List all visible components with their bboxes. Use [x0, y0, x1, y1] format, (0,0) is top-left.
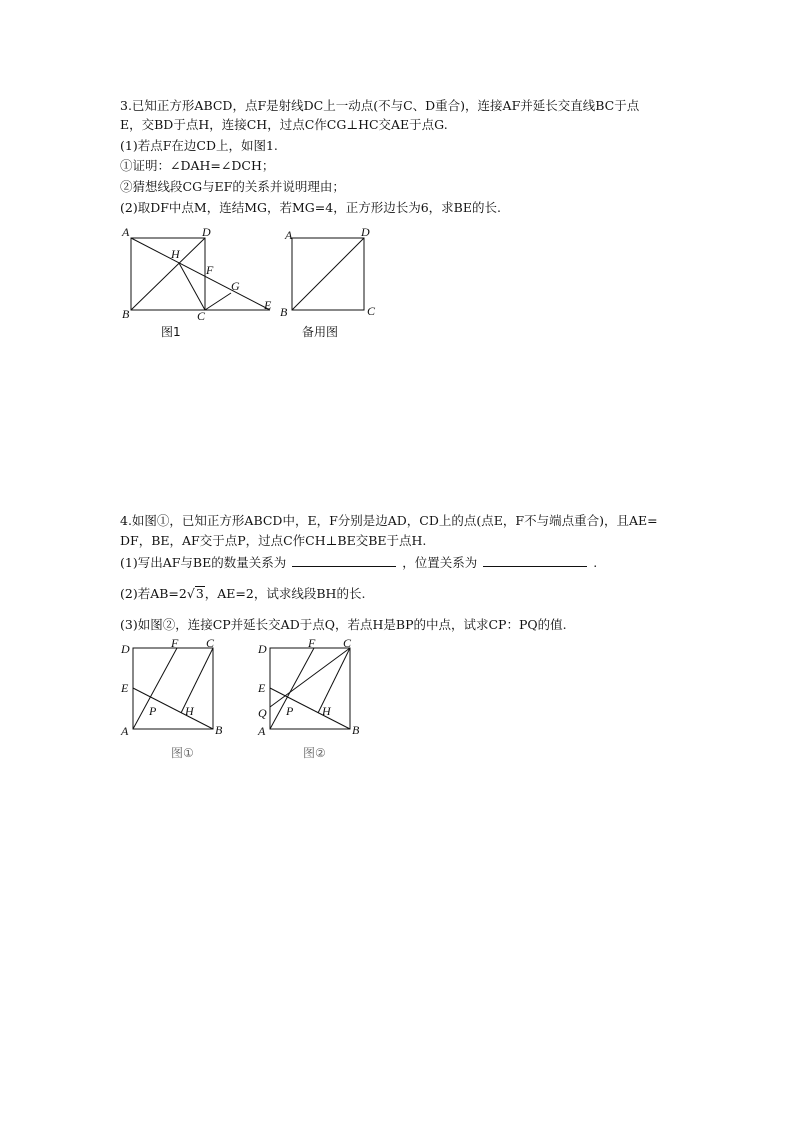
q4-q1-text-b: ，位置关系为	[402, 555, 478, 570]
q4-q1-text-c: .	[593, 555, 598, 570]
q4-fig2-point-q: Q	[258, 706, 267, 720]
q4-fig1-point-h: H	[185, 704, 194, 718]
q4-fig2-point-h: H	[322, 704, 331, 718]
q3-fig1-point-h: H	[171, 247, 180, 261]
q3-spare-point-d: D	[361, 225, 370, 239]
q3-fig1-caption: 图1	[161, 325, 181, 339]
q4-fig1-point-d: D	[121, 642, 130, 656]
q4-line-1: 4.如图①，已知正方形ABCD中，E，F分别是边AD，CD上的点(点E，F不与端点重合)，且AE=	[120, 513, 658, 528]
q4-fig1-point-b: B	[215, 723, 223, 737]
q4-line-5: (3)如图②，连接CP并延长交AD于点Q，若点H是BP的中点，试求CP：PQ的值.	[120, 617, 567, 632]
q3-line-5: ②猜想线段CG与EF的关系并说明理由；	[120, 179, 345, 194]
sqrt-radicand: 3	[195, 586, 204, 601]
q4-fig1-caption: 图①	[171, 746, 194, 760]
q3-line-2: E，交BD于点H，连接CH，过点C作CG⊥HC交AE于点G.	[120, 117, 448, 132]
q4-fig2-point-b: B	[352, 723, 360, 737]
q4-q1-text-a: (1)写出AF与BE的数量关系为	[120, 555, 287, 570]
q3-fig1-point-e: E	[264, 298, 272, 312]
q4-figure-1	[118, 637, 230, 763]
answer-blank-position[interactable]	[483, 555, 587, 567]
answer-blank-quantity[interactable]	[292, 555, 396, 567]
q3-spare-point-b: B	[280, 305, 288, 319]
q3-spare-point-c: C	[367, 304, 376, 318]
q4-fig2-point-e: E	[258, 681, 266, 695]
q4-fig1-point-c: C	[206, 636, 215, 650]
q4-fig1-point-a: A	[121, 724, 129, 738]
q3-spare-caption: 备用图	[302, 325, 339, 339]
q3-line-1: 3.已知正方形ABCD，点F是射线DC上一动点(不与C、D重合)，连接AF并延长交直线BC于点	[120, 98, 640, 113]
q3-fig1-point-d: D	[202, 225, 211, 239]
q4-figure-2	[255, 637, 367, 763]
q4-fig1-point-p: P	[149, 704, 157, 718]
q3-fig1-point-g: G	[231, 279, 240, 293]
q3-fig1-point-c: C	[197, 309, 206, 323]
sqrt-symbol: √	[186, 586, 195, 601]
q4-fig1-point-e: E	[121, 681, 129, 695]
q3-line-4: ①证明：∠DAH=∠DCH；	[120, 158, 275, 173]
q3-line-3: (1)若点F在边CD上，如图1.	[120, 138, 278, 153]
q4-fig2-point-p: P	[286, 704, 294, 718]
q4-fig2-caption: 图②	[303, 746, 326, 760]
q4-fig2-point-d: D	[258, 642, 267, 656]
q3-fig1-point-b: B	[122, 307, 130, 321]
q4-fig2-point-f: F	[308, 636, 316, 650]
q3-fig1-point-f: F	[206, 263, 214, 277]
q4-line-4	[120, 586, 365, 602]
q4-line-3	[120, 555, 597, 571]
q3-fig1-point-a: A	[122, 225, 130, 239]
q3-figure-1	[118, 222, 288, 342]
q3-line-6: (2)取DF中点M，连结MG，若MG=4，正方形边长为6，求BE的长.	[120, 200, 501, 215]
q3-figure-spare	[278, 222, 388, 342]
q4-q2-text-a: (2)若AB=2	[120, 586, 187, 601]
q3-spare-point-a: A	[285, 228, 293, 242]
q4-q2-text-b: ，AE=2，试求线段BH的长.	[204, 586, 366, 601]
q4-fig1-point-f: F	[171, 636, 179, 650]
q4-fig2-point-c: C	[343, 636, 352, 650]
q4-fig2-point-a: A	[258, 724, 266, 738]
q4-line-2: DF，BE，AF交于点P，过点C作CH⊥BE交BE于点H.	[120, 533, 427, 548]
